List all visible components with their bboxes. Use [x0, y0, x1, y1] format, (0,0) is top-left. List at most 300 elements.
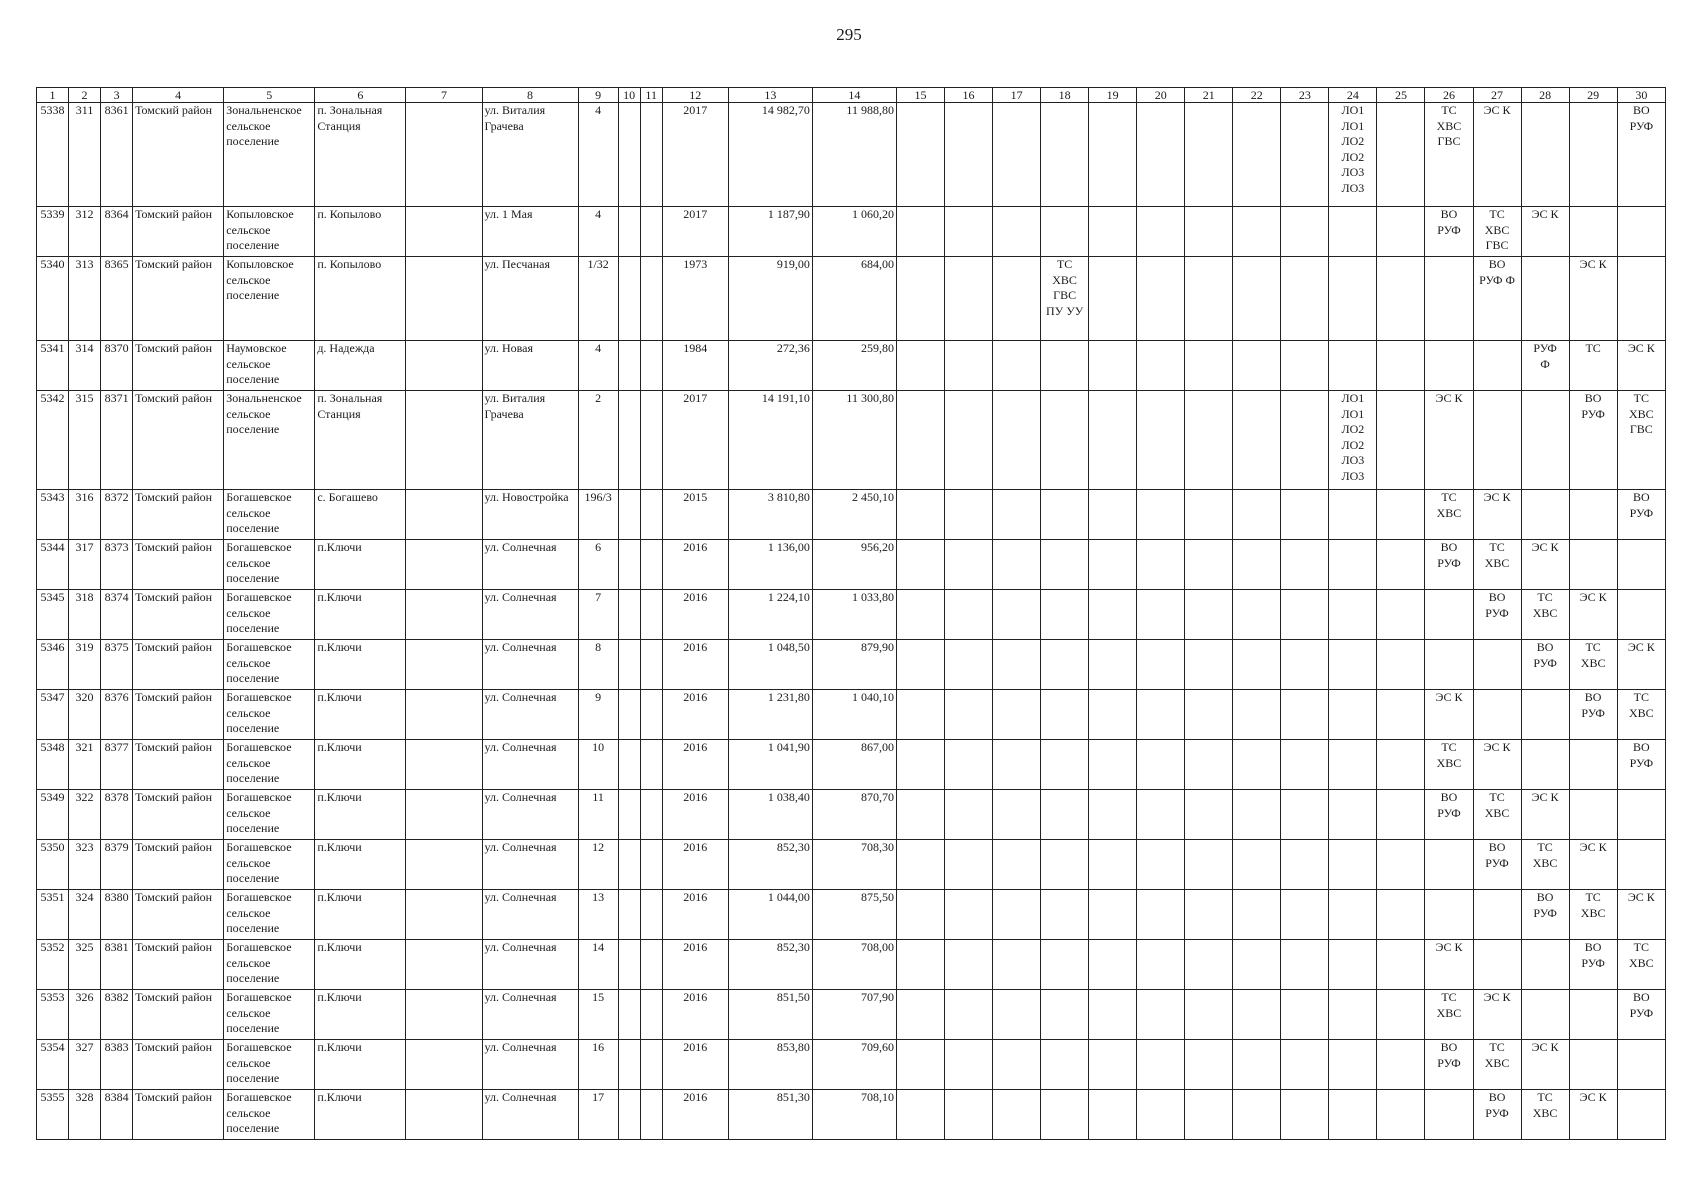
cell-col-20 — [1137, 590, 1185, 640]
cell-col-2: 318 — [69, 590, 101, 640]
cell-col-20 — [1137, 990, 1185, 1040]
cell-col-11 — [640, 840, 662, 890]
cell-col-29 — [1569, 540, 1617, 590]
cell-col-25 — [1377, 940, 1425, 990]
cell-col-30: ВО РУФ — [1617, 990, 1665, 1040]
cell-col-15 — [896, 1090, 944, 1140]
cell-col-19 — [1089, 590, 1137, 640]
cell-col-10 — [618, 257, 640, 341]
cell-col-24 — [1329, 890, 1377, 940]
cell-col-11 — [640, 1040, 662, 1090]
cell-col-9: 9 — [578, 690, 618, 740]
cell-col-19 — [1089, 257, 1137, 341]
cell-col-24 — [1329, 490, 1377, 540]
cell-col-15 — [896, 890, 944, 940]
cell-col-17 — [993, 990, 1041, 1040]
cell-col-12: 2016 — [662, 740, 728, 790]
cell-col-23 — [1281, 540, 1329, 590]
cell-col-13: 853,80 — [728, 1040, 812, 1090]
cell-col-15 — [896, 1040, 944, 1090]
cell-col-4: Томский район — [133, 690, 224, 740]
cell-col-29 — [1569, 490, 1617, 540]
cell-col-10 — [618, 690, 640, 740]
cell-col-2: 328 — [69, 1090, 101, 1140]
cell-col-28 — [1521, 103, 1569, 207]
column-header-24: 24 — [1329, 88, 1377, 103]
column-header-4: 4 — [133, 88, 224, 103]
cell-col-14: 11 988,80 — [812, 103, 896, 207]
cell-col-11 — [640, 341, 662, 391]
cell-col-27 — [1473, 391, 1521, 490]
cell-col-22 — [1233, 490, 1281, 540]
cell-col-30 — [1617, 257, 1665, 341]
cell-col-21 — [1185, 740, 1233, 790]
column-header-29: 29 — [1569, 88, 1617, 103]
cell-col-22 — [1233, 540, 1281, 590]
cell-col-12: 2016 — [662, 1040, 728, 1090]
cell-col-23 — [1281, 257, 1329, 341]
column-header-26: 26 — [1425, 88, 1473, 103]
table-row — [37, 640, 1666, 690]
cell-col-21 — [1185, 590, 1233, 640]
cell-col-30 — [1617, 590, 1665, 640]
cell-col-1: 5345 — [37, 590, 69, 640]
cell-col-5: Богашевское сельское поселение — [224, 790, 315, 840]
cell-col-21 — [1185, 840, 1233, 890]
cell-col-30 — [1617, 1040, 1665, 1090]
cell-col-13: 851,30 — [728, 1090, 812, 1140]
cell-col-24: ЛО1 ЛО1 ЛО2 ЛО2 ЛО3 ЛО3 — [1329, 103, 1377, 207]
cell-col-17 — [993, 341, 1041, 391]
column-header-25: 25 — [1377, 88, 1425, 103]
cell-col-30 — [1617, 790, 1665, 840]
cell-col-22 — [1233, 341, 1281, 391]
cell-col-16 — [945, 740, 993, 790]
cell-col-8: ул. Солнечная — [482, 1090, 578, 1140]
cell-col-11 — [640, 207, 662, 257]
cell-col-20 — [1137, 740, 1185, 790]
cell-col-27: ВО РУФ — [1473, 1090, 1521, 1140]
table-row — [37, 790, 1666, 840]
cell-col-28: ЭС К — [1521, 790, 1569, 840]
cell-col-18 — [1041, 640, 1089, 690]
cell-col-14: 707,90 — [812, 990, 896, 1040]
cell-col-30 — [1617, 207, 1665, 257]
cell-col-25 — [1377, 207, 1425, 257]
cell-col-28: ТС ХВС — [1521, 840, 1569, 890]
cell-col-20 — [1137, 690, 1185, 740]
cell-col-29: ВО РУФ — [1569, 690, 1617, 740]
cell-col-18 — [1041, 990, 1089, 1040]
cell-col-19 — [1089, 790, 1137, 840]
cell-col-6: п.Ключи — [315, 1040, 406, 1090]
cell-col-23 — [1281, 690, 1329, 740]
cell-col-15 — [896, 341, 944, 391]
cell-col-24 — [1329, 1090, 1377, 1140]
cell-col-17 — [993, 490, 1041, 540]
cell-col-6: п. Зональная Станция — [315, 103, 406, 207]
cell-col-17 — [993, 257, 1041, 341]
cell-col-2: 314 — [69, 341, 101, 391]
cell-col-1: 5350 — [37, 840, 69, 890]
cell-col-26: ТС ХВС — [1425, 740, 1473, 790]
cell-col-4: Томский район — [133, 790, 224, 840]
cell-col-17 — [993, 1090, 1041, 1140]
cell-col-13: 3 810,80 — [728, 490, 812, 540]
cell-col-24 — [1329, 640, 1377, 690]
cell-col-15 — [896, 990, 944, 1040]
cell-col-7 — [406, 790, 482, 840]
cell-col-5: Наумовское сельское поселение — [224, 341, 315, 391]
cell-col-1: 5338 — [37, 103, 69, 207]
cell-col-27: ТС ХВС ГВС — [1473, 207, 1521, 257]
cell-col-23 — [1281, 890, 1329, 940]
cell-col-21 — [1185, 490, 1233, 540]
cell-col-14: 1 060,20 — [812, 207, 896, 257]
cell-col-23 — [1281, 1090, 1329, 1140]
cell-col-26: ТС ХВС — [1425, 990, 1473, 1040]
cell-col-15 — [896, 540, 944, 590]
cell-col-3: 8378 — [101, 790, 133, 840]
cell-col-21 — [1185, 103, 1233, 207]
cell-col-9: 14 — [578, 940, 618, 990]
cell-col-25 — [1377, 840, 1425, 890]
cell-col-29 — [1569, 990, 1617, 1040]
column-header-6: 6 — [315, 88, 406, 103]
cell-col-16 — [945, 490, 993, 540]
cell-col-27: ЭС К — [1473, 103, 1521, 207]
cell-col-29 — [1569, 103, 1617, 207]
cell-col-10 — [618, 207, 640, 257]
cell-col-29: ТС ХВС — [1569, 640, 1617, 690]
cell-col-14: 956,20 — [812, 540, 896, 590]
cell-col-11 — [640, 103, 662, 207]
cell-col-6: п.Ключи — [315, 990, 406, 1040]
cell-col-7 — [406, 490, 482, 540]
cell-col-17 — [993, 207, 1041, 257]
cell-col-30: ВО РУФ — [1617, 103, 1665, 207]
cell-col-11 — [640, 490, 662, 540]
cell-col-17 — [993, 890, 1041, 940]
cell-col-26: ЭС К — [1425, 391, 1473, 490]
cell-col-5: Богашевское сельское поселение — [224, 490, 315, 540]
column-header-15: 15 — [896, 88, 944, 103]
cell-col-21 — [1185, 540, 1233, 590]
cell-col-13: 1 187,90 — [728, 207, 812, 257]
cell-col-30: ВО РУФ — [1617, 490, 1665, 540]
cell-col-13: 852,30 — [728, 840, 812, 890]
cell-col-28: ЭС К — [1521, 540, 1569, 590]
cell-col-25 — [1377, 690, 1425, 740]
cell-col-13: 1 231,80 — [728, 690, 812, 740]
table-row — [37, 690, 1666, 740]
cell-col-7 — [406, 590, 482, 640]
cell-col-27: ТС ХВС — [1473, 1040, 1521, 1090]
cell-col-18 — [1041, 103, 1089, 207]
cell-col-10 — [618, 740, 640, 790]
cell-col-15 — [896, 590, 944, 640]
cell-col-18 — [1041, 1040, 1089, 1090]
table-row — [37, 940, 1666, 990]
column-number-row — [37, 88, 1666, 103]
cell-col-2: 316 — [69, 490, 101, 540]
cell-col-1: 5351 — [37, 890, 69, 940]
cell-col-23 — [1281, 790, 1329, 840]
table-row — [37, 590, 1666, 640]
cell-col-28 — [1521, 940, 1569, 990]
cell-col-27: ТС ХВС — [1473, 790, 1521, 840]
cell-col-3: 8374 — [101, 590, 133, 640]
table-row — [37, 207, 1666, 257]
cell-col-1: 5343 — [37, 490, 69, 540]
cell-col-18 — [1041, 690, 1089, 740]
cell-col-3: 8381 — [101, 940, 133, 990]
cell-col-22 — [1233, 740, 1281, 790]
cell-col-12: 2016 — [662, 990, 728, 1040]
cell-col-11 — [640, 890, 662, 940]
cell-col-29: ЭС К — [1569, 840, 1617, 890]
table-row — [37, 990, 1666, 1040]
cell-col-25 — [1377, 990, 1425, 1040]
cell-col-12: 2016 — [662, 890, 728, 940]
cell-col-18 — [1041, 341, 1089, 391]
cell-col-5: Копыловское сельское поселение — [224, 207, 315, 257]
cell-col-13: 851,50 — [728, 990, 812, 1040]
table-row — [37, 740, 1666, 790]
cell-col-14: 879,90 — [812, 640, 896, 690]
cell-col-7 — [406, 690, 482, 740]
cell-col-23 — [1281, 1040, 1329, 1090]
cell-col-9: 15 — [578, 990, 618, 1040]
cell-col-5: Зональненское сельское поселение — [224, 391, 315, 490]
cell-col-4: Томский район — [133, 840, 224, 890]
cell-col-4: Томский район — [133, 1090, 224, 1140]
cell-col-16 — [945, 103, 993, 207]
column-header-1: 1 — [37, 88, 69, 103]
cell-col-30: ВО РУФ — [1617, 740, 1665, 790]
cell-col-4: Томский район — [133, 207, 224, 257]
cell-col-5: Зональненское сельское поселение — [224, 103, 315, 207]
cell-col-13: 14 191,10 — [728, 391, 812, 490]
cell-col-20 — [1137, 257, 1185, 341]
cell-col-25 — [1377, 890, 1425, 940]
column-header-10: 10 — [618, 88, 640, 103]
cell-col-8: ул. Солнечная — [482, 840, 578, 890]
cell-col-17 — [993, 590, 1041, 640]
cell-col-13: 852,30 — [728, 940, 812, 990]
cell-col-16 — [945, 890, 993, 940]
cell-col-10 — [618, 590, 640, 640]
cell-col-22 — [1233, 640, 1281, 690]
cell-col-1: 5339 — [37, 207, 69, 257]
cell-col-7 — [406, 890, 482, 940]
cell-col-3: 8383 — [101, 1040, 133, 1090]
cell-col-28 — [1521, 391, 1569, 490]
cell-col-25 — [1377, 1090, 1425, 1140]
cell-col-15 — [896, 640, 944, 690]
cell-col-24 — [1329, 990, 1377, 1040]
cell-col-3: 8379 — [101, 840, 133, 890]
cell-col-2: 326 — [69, 990, 101, 1040]
cell-col-29: ВО РУФ — [1569, 391, 1617, 490]
cell-col-27: ВО РУФ — [1473, 590, 1521, 640]
cell-col-19 — [1089, 940, 1137, 990]
cell-col-18 — [1041, 840, 1089, 890]
cell-col-19 — [1089, 890, 1137, 940]
cell-col-19 — [1089, 990, 1137, 1040]
cell-col-7 — [406, 341, 482, 391]
cell-col-26 — [1425, 1090, 1473, 1140]
cell-col-12: 2016 — [662, 1090, 728, 1140]
cell-col-6: п.Ключи — [315, 890, 406, 940]
cell-col-5: Копыловское сельское поселение — [224, 257, 315, 341]
cell-col-17 — [993, 1040, 1041, 1090]
column-header-27: 27 — [1473, 88, 1521, 103]
cell-col-19 — [1089, 840, 1137, 890]
cell-col-17 — [993, 690, 1041, 740]
cell-col-12: 2017 — [662, 103, 728, 207]
cell-col-4: Томский район — [133, 940, 224, 990]
column-header-18: 18 — [1041, 88, 1089, 103]
cell-col-25 — [1377, 740, 1425, 790]
cell-col-5: Богашевское сельское поселение — [224, 940, 315, 990]
cell-col-22 — [1233, 590, 1281, 640]
cell-col-19 — [1089, 391, 1137, 490]
cell-col-15 — [896, 490, 944, 540]
cell-col-27: ВО РУФ — [1473, 840, 1521, 890]
cell-col-9: 4 — [578, 207, 618, 257]
cell-col-15 — [896, 740, 944, 790]
cell-col-13: 1 044,00 — [728, 890, 812, 940]
column-header-23: 23 — [1281, 88, 1329, 103]
cell-col-14: 875,50 — [812, 890, 896, 940]
cell-col-8: ул. Солнечная — [482, 790, 578, 840]
cell-col-5: Богашевское сельское поселение — [224, 690, 315, 740]
cell-col-6: п.Ключи — [315, 540, 406, 590]
cell-col-26: ВО РУФ — [1425, 1040, 1473, 1090]
cell-col-20 — [1137, 790, 1185, 840]
page-number: 295 — [836, 25, 862, 44]
cell-col-3: 8384 — [101, 1090, 133, 1140]
cell-col-9: 1/32 — [578, 257, 618, 341]
cell-col-3: 8372 — [101, 490, 133, 540]
cell-col-29 — [1569, 1040, 1617, 1090]
cell-col-21 — [1185, 391, 1233, 490]
cell-col-5: Богашевское сельское поселение — [224, 840, 315, 890]
cell-col-1: 5340 — [37, 257, 69, 341]
cell-col-9: 13 — [578, 890, 618, 940]
cell-col-8: ул. Виталия Грачева — [482, 103, 578, 207]
cell-col-7 — [406, 990, 482, 1040]
cell-col-28 — [1521, 990, 1569, 1040]
cell-col-22 — [1233, 990, 1281, 1040]
cell-col-4: Томский район — [133, 540, 224, 590]
cell-col-8: ул. Новая — [482, 341, 578, 391]
cell-col-1: 5342 — [37, 391, 69, 490]
cell-col-18 — [1041, 207, 1089, 257]
cell-col-21 — [1185, 790, 1233, 840]
cell-col-6: п.Ключи — [315, 740, 406, 790]
cell-col-21 — [1185, 1040, 1233, 1090]
cell-col-20 — [1137, 540, 1185, 590]
cell-col-24 — [1329, 740, 1377, 790]
cell-col-7 — [406, 540, 482, 590]
cell-col-19 — [1089, 740, 1137, 790]
cell-col-10 — [618, 391, 640, 490]
cell-col-8: ул. Солнечная — [482, 890, 578, 940]
cell-col-12: 2016 — [662, 540, 728, 590]
cell-col-1: 5352 — [37, 940, 69, 990]
cell-col-8: ул. Солнечная — [482, 1040, 578, 1090]
cell-col-28 — [1521, 690, 1569, 740]
cell-col-29: ЭС К — [1569, 590, 1617, 640]
cell-col-26: ТС ХВС — [1425, 490, 1473, 540]
cell-col-14: 1 033,80 — [812, 590, 896, 640]
cell-col-8: ул. 1 Мая — [482, 207, 578, 257]
cell-col-4: Томский район — [133, 890, 224, 940]
cell-col-10 — [618, 890, 640, 940]
cell-col-21 — [1185, 890, 1233, 940]
cell-col-22 — [1233, 257, 1281, 341]
cell-col-24 — [1329, 257, 1377, 341]
cell-col-24 — [1329, 207, 1377, 257]
cell-col-22 — [1233, 1090, 1281, 1140]
cell-col-17 — [993, 840, 1041, 890]
cell-col-11 — [640, 740, 662, 790]
cell-col-27 — [1473, 690, 1521, 740]
cell-col-26 — [1425, 640, 1473, 690]
cell-col-10 — [618, 990, 640, 1040]
cell-col-8: ул. Солнечная — [482, 640, 578, 690]
cell-col-16 — [945, 1090, 993, 1140]
cell-col-2: 317 — [69, 540, 101, 590]
cell-col-10 — [618, 341, 640, 391]
cell-col-14: 684,00 — [812, 257, 896, 341]
cell-col-11 — [640, 391, 662, 490]
cell-col-13: 1 041,90 — [728, 740, 812, 790]
cell-col-18 — [1041, 490, 1089, 540]
cell-col-12: 2017 — [662, 391, 728, 490]
cell-col-2: 322 — [69, 790, 101, 840]
cell-col-11 — [640, 540, 662, 590]
cell-col-12: 1973 — [662, 257, 728, 341]
cell-col-4: Томский район — [133, 640, 224, 690]
cell-col-8: ул. Солнечная — [482, 740, 578, 790]
cell-col-23 — [1281, 940, 1329, 990]
cell-col-8: ул. Песчаная — [482, 257, 578, 341]
cell-col-28: ЭС К — [1521, 1040, 1569, 1090]
cell-col-26 — [1425, 341, 1473, 391]
cell-col-20 — [1137, 207, 1185, 257]
cell-col-15 — [896, 391, 944, 490]
cell-col-22 — [1233, 103, 1281, 207]
cell-col-10 — [618, 790, 640, 840]
cell-col-27 — [1473, 341, 1521, 391]
cell-col-30: ЭС К — [1617, 890, 1665, 940]
cell-col-2: 315 — [69, 391, 101, 490]
cell-col-29: ТС — [1569, 341, 1617, 391]
cell-col-6: п. Зональная Станция — [315, 391, 406, 490]
column-header-17: 17 — [993, 88, 1041, 103]
cell-col-6: п.Ключи — [315, 790, 406, 840]
cell-col-3: 8361 — [101, 103, 133, 207]
cell-col-25 — [1377, 103, 1425, 207]
cell-col-29: ТС ХВС — [1569, 890, 1617, 940]
cell-col-12: 2016 — [662, 640, 728, 690]
cell-col-3: 8373 — [101, 540, 133, 590]
cell-col-9: 196/3 — [578, 490, 618, 540]
cell-col-20 — [1137, 1090, 1185, 1140]
